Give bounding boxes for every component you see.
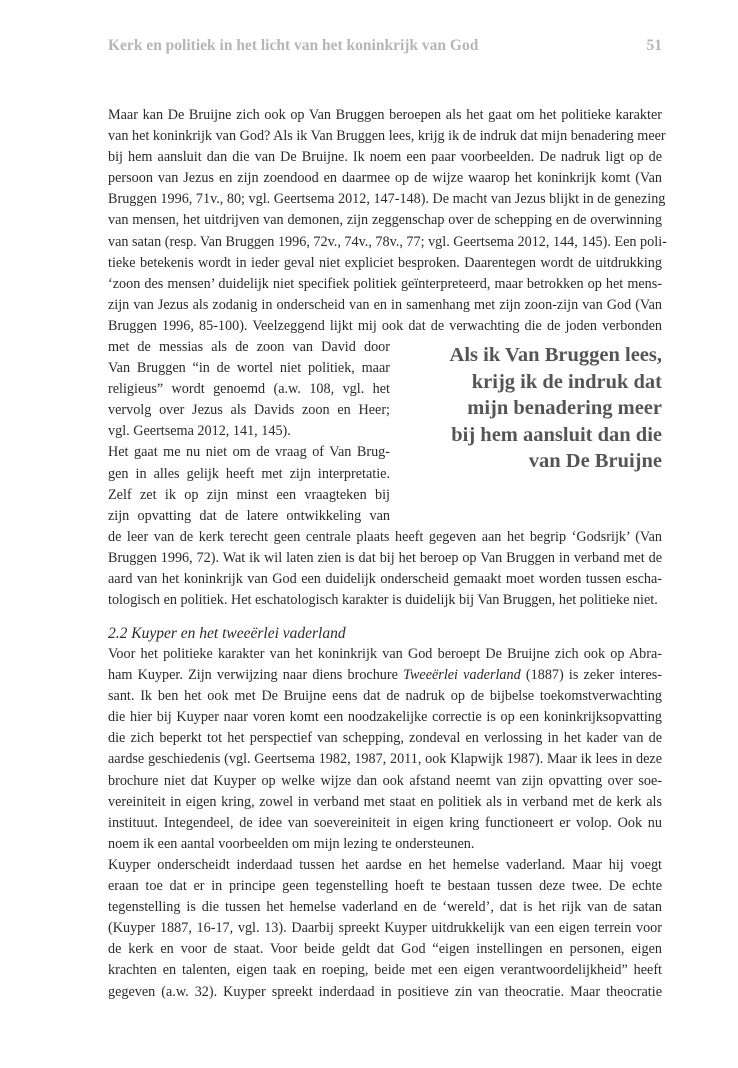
line-text: tieke betekenis wordt in ieder geval niet expliciet besproken. Daarentegen wordt de uitdrukking: [108, 254, 662, 271]
line-text: vgl. Geertsema 2012, 141, 145).: [108, 423, 291, 440]
text-line: [108, 274, 662, 295]
paragraph-block-4: [108, 644, 662, 1003]
text-line: [108, 210, 662, 231]
line-text: van het koninkrijk van God? Als ik Van Bruggen lees, krijg ik de indruk dat mijn benadering meer: [108, 128, 666, 145]
paragraph-block-narrow: [108, 337, 390, 527]
line-text: die hier bij Kuyper naar voren komt een noodzakelijke correctie is op een koninkrijksopvatting: [108, 709, 662, 726]
line-text: Zelf zet ik op zijn minst een vraagteken bij: [108, 486, 390, 503]
text-line: [108, 485, 390, 506]
pull-quote-line: Als ik Van Bruggen lees,: [449, 344, 662, 366]
line-text: de leer van de kerk terecht geen centrale plaats heeft gegeven aan het begrip ‘Godsrijk’ (Van: [108, 529, 662, 545]
line-text: religieus” wordt genoemd (a.w. 108, vgl. het: [108, 381, 390, 398]
line-text: de kerk en voor de staat. Voor beide geldt dat God “eigen instellingen en personen, eigen: [108, 941, 662, 958]
line-text: (Kuyper 1887, 16-17, vgl. 13). Daarbij spreekt Kuyper uitdrukkelijk van een eigen terrein voor: [108, 920, 662, 937]
text-line: [108, 421, 390, 442]
text-line: [108, 590, 662, 611]
line-text: vereiniteit in eigen kring, zowel in verband met staat en politiek als in verband met de kerk als: [108, 793, 662, 810]
text-line: [108, 527, 662, 548]
line-text: Bruggen 1996, 71v., 80; vgl. Geertsema 2012, 147-148). De macht van Jezus blijkt in de genezing: [108, 191, 666, 208]
line-text: gegeven (a.w. 32). Kuyper spreekt inderdaad in positieve zin van theocratie. Maar theocratie: [108, 983, 662, 1000]
line-text: ham Kuyper. Zijn verwijzing naar diens brochure: [108, 667, 404, 684]
line-text: tologisch en politiek. Het eschatologisch karakter is duidelijk bij Van Bruggen, het politieke niet.: [108, 592, 658, 609]
text-line: [108, 253, 662, 274]
text-line: [108, 126, 666, 147]
line-text: bij hem aansluit dan die van De Bruijne. Ik noem een paar voorbeelden. De nadruk ligt op de: [108, 149, 662, 166]
line-text: tegenstelling is die tussen het hemelse vaderland en de ‘wereld’, dat is het rijk van de satan: [108, 899, 662, 916]
line-text: eraan toe dat er in principe geen tegenstelling hoeft te bestaan tussen deze twee. De echte: [108, 878, 662, 895]
line-text: die zich beperkt tot het perspectief van schepping, zondeval en verlossing in het kader van de: [108, 730, 662, 747]
line-text: Voor het politieke karakter van het koninkrijk van God beroept De Bruijne zich ook op Abra-: [108, 646, 662, 662]
text-line: [108, 813, 662, 834]
text-line: [108, 316, 662, 337]
line-text: Bruggen 1996, 72). Wat ik wil laten zien is dat bij het beroep op Van Bruggen in verband met de: [108, 550, 662, 567]
line-text: (1887) is zeker interes-: [520, 667, 662, 684]
pull-quote-line: van De Bruijne: [528, 450, 662, 473]
text-line: [108, 379, 390, 400]
text-line: [108, 506, 390, 527]
line-text: noem ik een aantal voorbeelden om mijn lezing te ondersteunen.: [108, 835, 475, 852]
text-line: [108, 442, 390, 463]
italic-title: Tweeërlei vaderland: [403, 667, 521, 684]
line-text: Maar kan De Bruijne zich ook op Van Bruggen beroepen als het gaat om het politieke karakter: [108, 107, 662, 123]
line-text: Bruggen 1996, 85-100). Veelzeggend lijkt mij ook dat de verwachting die de joden verbonden: [108, 317, 662, 334]
text-line: [108, 771, 662, 792]
running-title: Kerk en politiek in het licht van het koninkrijk van God: [108, 37, 479, 54]
text-line: [108, 728, 662, 749]
text-line: [108, 855, 662, 876]
line-text: Van Bruggen “in de wortel niet politiek, maar: [108, 360, 390, 377]
text-line: [108, 569, 662, 590]
line-text: sant. Ik ben het ook met De Bruijne eens dat de nadruk op de bijbelse toekomstverwachting: [108, 688, 662, 705]
text-line: [108, 337, 390, 358]
text-line: [108, 168, 662, 189]
text-line: [108, 644, 662, 665]
line-text: gen in alles gelijk heeft met zijn interpretatie.: [108, 465, 390, 482]
running-header: [108, 37, 662, 55]
text-line: [108, 105, 662, 126]
section-heading: 2.2 Kuyper en het tweeërlei vaderland: [108, 625, 346, 642]
text-line: [108, 834, 662, 855]
pull-quote: [400, 342, 662, 475]
line-text: ‘zoon des mensen’ duidelijk niet specifiek politiek geïnterpreteerd, maar betrokken op het mens-: [108, 275, 662, 292]
text-line: [108, 358, 390, 379]
line-text: zijn van Jezus als zodanig in onderscheid van en in samenhang met zijn zoon-zijn van God (Van: [108, 296, 662, 313]
text-line: [108, 792, 662, 813]
text-line: [108, 876, 662, 897]
line-text: Kuyper onderscheidt inderdaad tussen het aardse en het hemelse vaderland. Maar hij voegt: [108, 856, 662, 873]
line-text: persoon van Jezus en zijn zoendood en daarmee op de wijze waarop het koninkrijk komt (Van: [108, 170, 662, 187]
page-number: 51: [646, 37, 662, 54]
text-line: [108, 189, 666, 210]
line-text: van mensen, het uitdrijven van demonen, zijn zeggenschap over de schepping en de overwinning: [108, 212, 662, 229]
line-text: van satan (resp. Van Bruggen 1996, 72v., 74v., 78v., 77; vgl. Geertsema 2012, 144, 145). Een poli-: [108, 233, 667, 250]
line-text: zijn opvatting dat de latere ontwikkeling van: [108, 507, 390, 524]
paragraph-block-1: [108, 105, 667, 337]
text-line: [108, 665, 662, 686]
line-text: aard van het koninkrijk van God een duidelijk onderscheid gemaakt moet worden tussen escha-: [108, 571, 662, 588]
text-line: [108, 400, 390, 421]
text-line: [108, 147, 662, 168]
pull-quote-line: mijn benadering meer: [467, 397, 662, 420]
text-line: [108, 464, 390, 485]
paragraph-block-3: [108, 527, 662, 611]
line-text: aardse geschiedenis (vgl. Geertsema 1982, 1987, 2011, ook Klapwijk 1987). Maar ik lees in deze: [108, 751, 662, 768]
text-line: [108, 548, 662, 569]
line-text: Het gaat me nu niet om de vraag of Van Brug-: [108, 444, 390, 461]
line-text: vervolg over Jezus als Davids zoon en Heer;: [108, 402, 390, 419]
text-line: [108, 686, 662, 707]
pull-quote-line: bij hem aansluit dan die: [451, 423, 662, 446]
text-line: [108, 918, 662, 939]
text-line: [108, 897, 662, 918]
text-line: [108, 939, 662, 960]
text-line: [108, 295, 662, 316]
text-line: [108, 982, 662, 1003]
pull-quote-line: krijg ik de indruk dat: [471, 370, 662, 393]
line-text: krachten en talenten, eigen taak en roeping, beide met een eigen verantwoordelijkheid” heeft: [108, 962, 662, 979]
text-line: [108, 707, 662, 728]
text-line: [108, 960, 662, 981]
line-text: instituut. Integendeel, de idee van soevereiniteit in eigen kring functioneert er volop. Ook nu: [108, 814, 662, 831]
line-text: brochure niet dat Kuyper op welke wijze dan ook afstand neemt van zijn opvatting over soe-: [108, 772, 662, 789]
line-text: met de messias als de zoon van David door: [108, 339, 390, 355]
text-line: [108, 749, 662, 770]
text-line: [108, 232, 667, 253]
